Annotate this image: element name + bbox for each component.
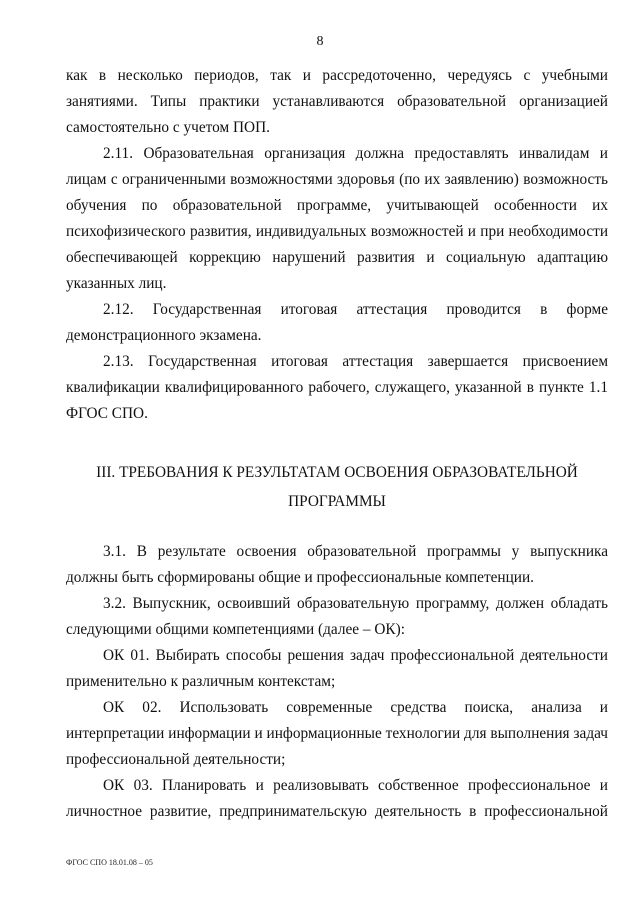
paragraph-continuation: как в несколько периодов, так и рассредоточенно, чередуясь с учебными занятиями. Типы практики устанавливаются образовательной организацией самостоятельно с учетом ПОП.	[66, 67, 608, 136]
page-content	[66, 63, 608, 825]
paragraph-2-11: 2.11. Образовательная организация должна предоставлять инвалидам и лицам с ограниченными возможностями здоровья (по их заявлению) возможность обучения по образовательной программе, учитывающей особенности их психофизического развития, индивидуальных возможностей и при необходимости обеспечивающей коррекцию нарушений развития и социальную адаптацию указанных лиц.	[66, 145, 608, 292]
paragraph-ok-03: ОК 03. Планировать и реализовывать собственное профессиональное и личностное развитие, предпринимательскую деятельность в профессиональной	[66, 777, 608, 820]
footer-document-code: ФГОС СПО 18.01.08 – 05	[66, 858, 153, 867]
paragraph-3-1: 3.1. В результате освоения образовательной программы у выпускника должны быть сформированы общие и профессиональные компетенции.	[66, 543, 608, 586]
section-heading	[66, 458, 608, 516]
page-number: 8	[316, 34, 324, 49]
section-heading-line-1: III. ТРЕБОВАНИЯ К РЕЗУЛЬТАТАМ ОСВОЕНИЯ ОБРАЗОВАТЕЛЬНОЙ	[96, 464, 578, 481]
paragraph-ok-01: ОК 01. Выбирать способы решения задач профессиональной деятельности применительно к различным контекстам;	[66, 647, 608, 690]
paragraph-3-2: 3.2. Выпускник, освоивший образовательную программу, должен обладать следующими общими компетенциями (далее – ОК):	[66, 595, 608, 638]
paragraph-2-13: 2.13. Государственная итоговая аттестация завершается присвоением квалификации квалифицированного рабочего, служащего, указанной в пункте 1.1 ФГОС СПО.	[66, 353, 608, 422]
paragraph-ok-02: ОК 02. Использовать современные средства поиска, анализа и интерпретации информации и информационные технологии для выполнения задач профессиональной деятельности;	[66, 699, 608, 768]
paragraph-2-12: 2.12. Государственная итоговая аттестация проводится в форме демонстрационного экзамена.	[66, 301, 608, 344]
section-heading-line-2: ПРОГРАММЫ	[288, 493, 386, 510]
